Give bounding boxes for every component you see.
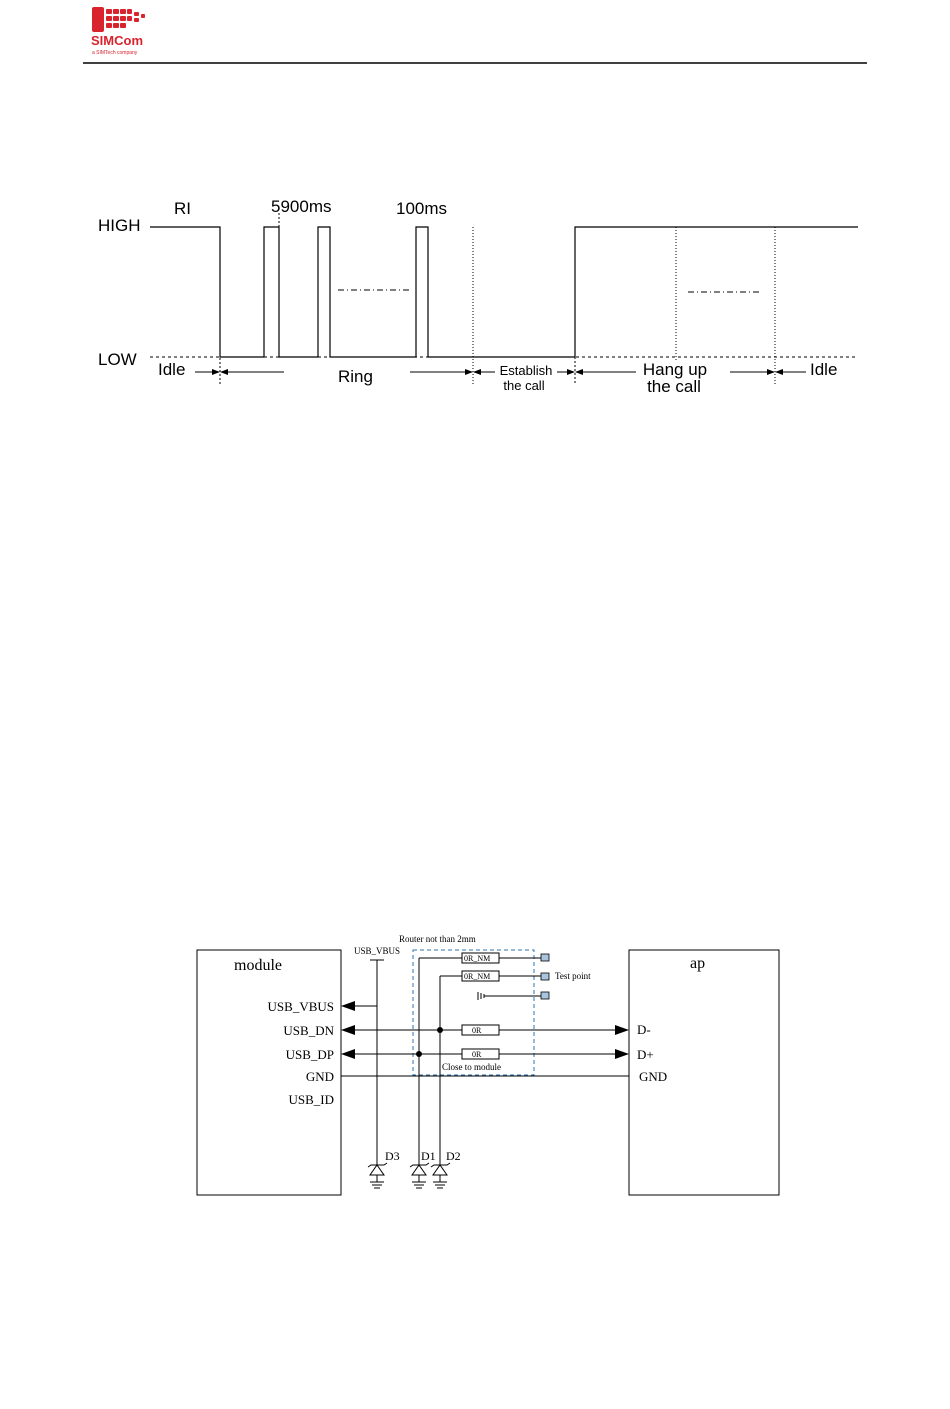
- ap-title: ap: [690, 955, 706, 972]
- pulse-width-label: 5900ms: [271, 197, 332, 216]
- phase-hangup-line1: Hang up: [642, 360, 708, 379]
- vbus-rail-label: USB_VBUS: [354, 946, 401, 956]
- level-high-label: HIGH: [98, 216, 141, 235]
- usb-circuit-diagram: [197, 934, 779, 1195]
- diode-d1-label: D1: [421, 1149, 436, 1163]
- router-note: Router not than 2mm: [399, 934, 476, 944]
- simcom-logo: [91, 7, 145, 56]
- logo-dot-matrix-icon: [92, 7, 145, 32]
- phase-idle-start: Idle: [158, 360, 186, 379]
- logo-text: SIMCom: [91, 33, 143, 48]
- pin-usb-dn: USB_DN: [283, 1023, 334, 1038]
- resistor-nm-1-label: 0R_NM: [464, 954, 491, 963]
- signal-label-ri: RI: [174, 199, 191, 218]
- close-to-module-note: Close to module: [442, 1062, 501, 1072]
- test-point-label: Test point: [555, 971, 591, 981]
- logo-tagline: a SIMTech company: [92, 50, 138, 56]
- pin-usb-vbus: USB_VBUS: [267, 999, 334, 1014]
- diode-d2-icon: [431, 1163, 450, 1188]
- test-pad-2: [541, 973, 549, 980]
- level-low-label: LOW: [98, 350, 137, 369]
- phase-ring: Ring: [338, 367, 373, 386]
- phase-hangup-line2: the call: [647, 377, 701, 396]
- pin-d-plus: D+: [637, 1047, 654, 1062]
- diode-d3-icon: [368, 1163, 387, 1188]
- test-pad-3: [541, 992, 549, 999]
- phase-idle-end: Idle: [810, 360, 838, 379]
- phase-establish-line2: the call: [503, 378, 545, 393]
- short-pulse-label: 100ms: [396, 199, 448, 218]
- diode-d3-label: D3: [385, 1149, 400, 1163]
- ri-timing-diagram: [98, 197, 858, 396]
- pin-gnd-module: GND: [305, 1069, 334, 1084]
- pin-usb-dp: USB_DP: [285, 1047, 334, 1062]
- pin-d-minus: D-: [637, 1022, 651, 1037]
- resistor-dn-label: 0R: [472, 1026, 482, 1035]
- ground-symbol-test: [478, 992, 484, 1000]
- diode-d2-label: D2: [446, 1149, 461, 1163]
- resistor-nm-2-label: 0R_NM: [464, 972, 491, 981]
- diode-d1-icon: [410, 1163, 429, 1188]
- resistor-dp-label: 0R: [472, 1050, 482, 1059]
- module-title: module: [234, 957, 282, 974]
- pin-gnd-ap: GND: [639, 1069, 668, 1084]
- test-pad-1: [541, 954, 549, 961]
- ri-waveform: [150, 227, 858, 357]
- phase-establish-line1: Establish: [499, 363, 553, 378]
- pin-usb-id: USB_ID: [288, 1092, 334, 1107]
